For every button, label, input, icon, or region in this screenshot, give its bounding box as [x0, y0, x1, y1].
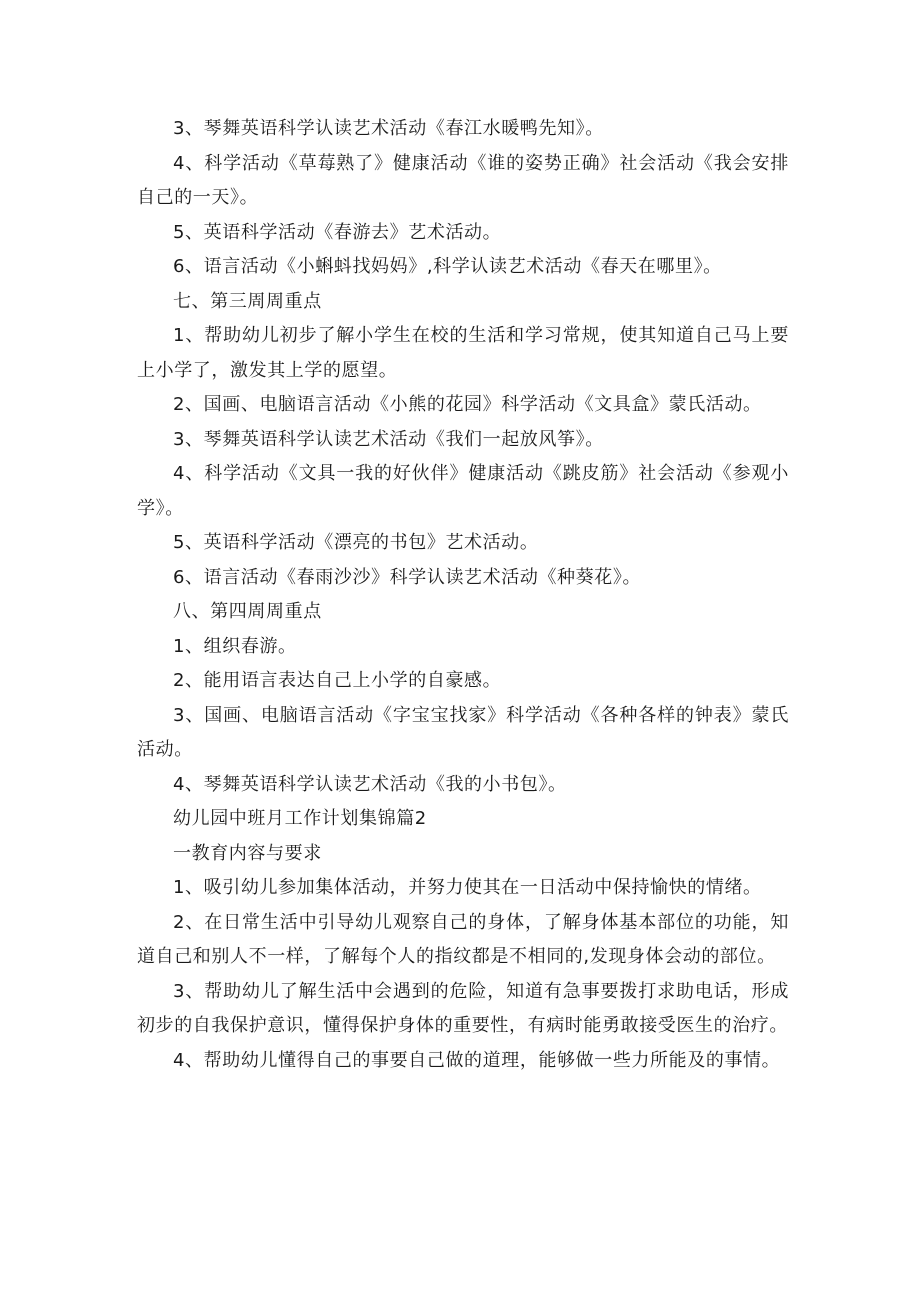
paragraph-10: 5、英语科学活动《漂亮的书包》艺术活动。: [173, 532, 539, 553]
paragraph-2: 4、科学活动《草莓熟了》健康活动《谁的姿势正确》社会活动《我会安排自己的一天》。: [137, 152, 789, 208]
paragraph-9: 4、科学活动《文具一我的好伙伴》健康活动《跳皮筋》社会活动《参观小学》。: [137, 463, 789, 519]
paragraph-19: 1、吸引幼儿参加集体活动，并努力使其在一日活动中保持愉快的情绪。: [173, 877, 762, 898]
paragraph-14: 2、能用语言表达自己上小学的自豪感。: [173, 670, 502, 691]
paragraph-8: 3、琴舞英语科学认读艺术活动《我们一起放风筝》。: [173, 428, 604, 450]
paragraph-1: 3、琴舞英语科学认读艺术活动《春江水暖鸭先知》。: [173, 118, 604, 139]
paragraph-11: 6、语言活动《春雨沙沙》科学认读艺术活动《种葵花》。: [173, 566, 642, 588]
section-heading-week-4: 八、第四周周重点: [173, 601, 322, 622]
paragraph-20: 2、在日常生活中引导幼儿观察自己的身体，了解身体基本部位的功能，知道自己和别人不一样，了解每个人的指纹都是不相同的,发现身体会动的部位。: [137, 911, 789, 967]
paragraph-22: 4、帮助幼儿懂得自己的事要自己做的道理，能够做一些力所能及的事情。: [173, 1049, 781, 1071]
paragraph-7: 2、国画、电脑语言活动《小熊的花园》科学活动《文具盒》蒙氏活动。: [173, 394, 762, 415]
document-body: [137, 112, 789, 1078]
section-heading-week-3: 七、第三周周重点: [173, 290, 322, 312]
article-title: 幼儿园中班月工作计划集锦篇2: [173, 808, 427, 829]
paragraph-21: 3、帮助幼儿了解生活中会遇到的危险，知道有急事要拨打求助电话，形成初步的自我保护意识，懂得保护身体的重要性，有病时能勇敢接受医生的治疗。: [137, 980, 789, 1036]
paragraph-6: 1、帮助幼儿初步了解小学生在校的生活和学习常规，使其知道自己马上要上小学了，激发其上学的愿望。: [137, 325, 789, 381]
section-heading-education: 一教育内容与要求: [173, 842, 322, 864]
paragraph-15: 3、国画、电脑语言活动《字宝宝找家》科学活动《各种各样的钟表》蒙氏活动。: [137, 704, 789, 760]
paragraph-4: 6、语言活动《小蝌蚪找妈妈》,科学认读艺术活动《春天在哪里》。: [173, 256, 722, 277]
paragraph-13: 1、组织春游。: [173, 635, 297, 657]
paragraph-3: 5、英语科学活动《春游去》艺术活动。: [173, 221, 502, 243]
paragraph-16: 4、琴舞英语科学认读艺术活动《我的小书包》。: [173, 773, 567, 795]
